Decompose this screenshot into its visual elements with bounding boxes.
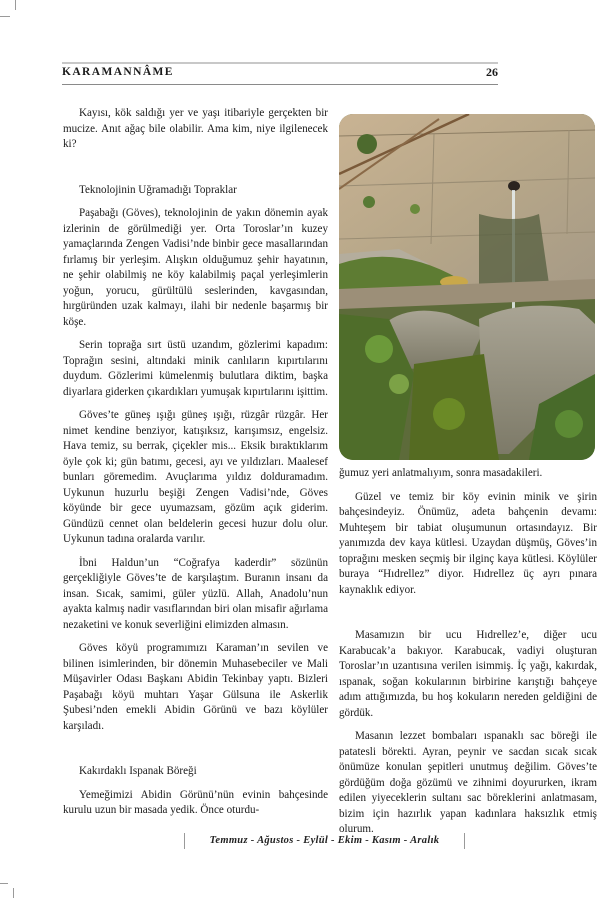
section-heading: Kakırdaklı Ispanak Böreği bbox=[79, 765, 197, 777]
fountain-photo bbox=[339, 114, 595, 460]
crop-mark bbox=[13, 888, 14, 898]
magazine-title: KARAMANNÂME bbox=[62, 66, 174, 78]
paragraph: Göves’te güneş ışığı güneş ışığı, rüzgâr rüzgâr. Her nimet kendine benziyor, katışıksız, karışımsız, engelsiz. Hava temiz, su berrak, çiçekler mis... Eksik bıraktıklarım öyle çok ki; gün batımı, gecesi, ayı ve yıldızları. Maalesef bunları göremedim. Avuçlarıma yıldız dolduramadım. Uykunun huzurlu beşiği Zengen Vadisi’nde, Göves köyünde bir gece uyumazsam, gözüm açık giderim. Gündüzü cennet olan beldelerin gecesi huzur dolu olur. Uykunun tadına oralarda varılır. bbox=[63, 409, 328, 545]
running-footer bbox=[184, 833, 465, 849]
running-header bbox=[62, 62, 498, 85]
paragraph-continued: ğumuz yeri anlatmalıyım, sonra masadakileri. bbox=[339, 467, 543, 479]
paragraph: Göves köyü programımızı Karaman’ın sevilen ve bilinen isimlerinden, bir dönemin Muhasebeciler ve Mali Müşavirler Odası Başkanı Abidin Tekinbay yaptı. Bizleri Paşabağı köyü muhtarı Yaşar Gülsuna ile Askerlik Şubesi’nden emekli Abidin Görünü ve bazı köylüler karşıladı. bbox=[63, 642, 328, 732]
section-heading: Teknolojinin Uğramadığı Topraklar bbox=[79, 183, 237, 196]
left-column bbox=[63, 106, 328, 827]
paragraph: Yemeğimizi Abidin Görünü’nün evinin bahçesinde kurulu uzun bir masada yedik. Önce oturdu- bbox=[63, 788, 328, 816]
paragraph: Masamızın bir ucu Hıdrellez’e, diğer ucu Karabucak’a bakıyor. Karabucak, vadiyi oluşturan Toroslar’ın uzantısına verilen isimmiş. İç yağı, kakırdak, ıspanak, soğan kokularının birbirine karıştığı bahçeye adım attığımızda, bu hoş kokuların nereden geldiğini de gördük. bbox=[339, 629, 597, 719]
crop-mark bbox=[15, 0, 16, 10]
page-number: 26 bbox=[486, 65, 498, 79]
right-column bbox=[339, 466, 597, 846]
paragraph: Masanın lezzet bombaları ıspanaklı sac böreği ile patatesli börekti. Ayran, peynir ve sacdan sıcak sıcak önümüze konulan şepitleri unutmuş değilim. Göves’te gördüğüm doğa gözümü ve zihnimi doyururken, ikram edilen yiyeceklerin sultanı sac böreklerini anlatmasam, bizim için hazırlık yapan kadınlara haksızlık etmiş olurum. bbox=[339, 730, 597, 835]
paragraph: Serin toprağa sırt üstü uzandım, gözlerimi kapadım: Toprağın sesini, altındaki minik canlıların kıpırtılarını duydum. Gözlerimi kümelenmiş bulutlara diktim, başka diyarlara giderken çıkardıkları yumuşak kıpırtılarını işittim. bbox=[63, 339, 328, 398]
paragraph: Güzel ve temiz bir köy evinin minik ve şirin bahçesindeyiz. Önümüz, adeta bahçenin devamı: Muhteşem bir tabiat oluşumunun ortasındayız. Bir yanımızda dev kaya kütlesi. Uzaydan düşmüş, Göves’in toprağını mesken seçmiş bir ilginç kaya kütlesi. Köylüler buraya “Hıdrellez” diyor. Hıdrellez üç ayrı pınara kaynaklık ediyor. bbox=[339, 490, 597, 596]
paragraph: İbni Haldun’un “Coğrafya kaderdir” sözünün gerçekliğiyle Göves’te de karşılaştım. Buranın insanı da insan. Sıcak, samimi, güler yüzlü. Allah, Anadolu’nun ayakta kalmış nadir vasıflarından biri olan misafir ağırlama nezaketini ve konuk severliğini elimizden almasın. bbox=[63, 556, 328, 631]
issue-months: Temmuz - Ağustos - Eylül - Ekim - Kasım - Aralık bbox=[209, 835, 440, 846]
paragraph: Paşabağı (Göves), teknolojinin de yakın dönemin ayak izlerinin de görülmediği yer. Orta Toroslar’ın kuzey yamaçlarında Zengen Vadisi’nde binbir gece masallarından fırlamış bir yerleşim. Alışkın olduğumuz şehir hayatının, ne şehir olabilmiş ne köy kalabilmiş paçal yerleşimlerin yoğun, yorucu, gürültülü seslerinden, kavgasından, hırgüründen uzak kalmayı, ilahi bir nedenle başarmış bir köşe. bbox=[63, 207, 328, 328]
crop-mark bbox=[0, 16, 10, 17]
crop-mark bbox=[0, 883, 8, 884]
photo-image bbox=[339, 114, 595, 460]
paragraph: Kayısı, kök saldığı yer ve yaşı itibariyle gerçekten bir mucize. Anıt ağaç bile olabilir. Ama kim, niye ilgilenecek ki? bbox=[63, 107, 328, 150]
